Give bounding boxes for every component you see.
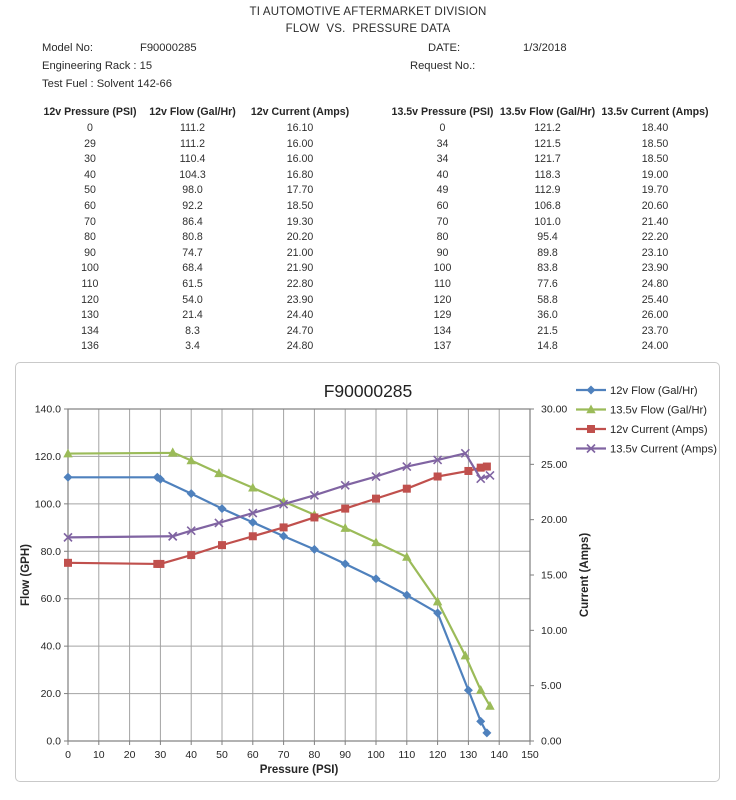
table-cell: 18.50 xyxy=(286,199,314,212)
table-cell: 95.4 xyxy=(537,231,558,244)
svg-text:120: 120 xyxy=(428,749,447,761)
table-spacer xyxy=(355,103,390,121)
legend-item xyxy=(576,385,698,397)
table-cell: 98.0 xyxy=(182,184,203,197)
svg-text:12v Flow (Gal/Hr): 12v Flow (Gal/Hr) xyxy=(610,385,698,397)
table-cell: 29 xyxy=(84,137,96,150)
date-label: DATE: xyxy=(428,42,461,54)
table-cell: 100 xyxy=(433,262,452,275)
svg-text:20.0: 20.0 xyxy=(40,688,61,701)
series-12v-flow-gal-hr- xyxy=(64,473,492,738)
table-cell: 3.4 xyxy=(185,340,200,353)
table-cell: 134 xyxy=(81,324,99,337)
svg-text:Current (Amps): Current (Amps) xyxy=(579,532,591,618)
table-cell: 60 xyxy=(436,199,449,212)
table-cell: 77.6 xyxy=(537,277,558,290)
table-cell: 34 xyxy=(436,153,449,166)
table-cell: 74.7 xyxy=(182,246,203,259)
table-cell: 0 xyxy=(87,122,93,134)
table-cell: 134 xyxy=(433,324,452,337)
svg-text:25.00: 25.00 xyxy=(541,458,568,471)
table-cell: 101.0 xyxy=(534,215,561,228)
table-cell: 20.60 xyxy=(641,199,669,212)
svg-text:15.00: 15.00 xyxy=(541,569,568,582)
table-cell: 22.80 xyxy=(286,277,314,290)
table-cell: 19.30 xyxy=(286,215,314,228)
svg-text:40.0: 40.0 xyxy=(40,640,61,653)
table-header-cell: 12v Flow (Gal/Hr) xyxy=(149,106,236,118)
table-cell: 0 xyxy=(439,122,446,134)
table-cell: 110 xyxy=(434,277,451,290)
table-cell: 36.0 xyxy=(537,309,558,322)
svg-text:20.00: 20.00 xyxy=(541,514,568,527)
svg-text:90: 90 xyxy=(339,749,352,761)
table-spacer xyxy=(355,230,390,246)
table-header-cell: 13.5v Pressure (PSI) xyxy=(391,106,494,118)
svg-text:0.0: 0.0 xyxy=(46,735,61,748)
table-cell: 16.80 xyxy=(286,168,314,181)
table-header-cell: 12v Pressure (PSI) xyxy=(43,106,137,118)
table-cell: 22.20 xyxy=(641,231,669,244)
table-cell: 21.90 xyxy=(286,262,314,275)
svg-text:70: 70 xyxy=(277,749,290,761)
legend-item xyxy=(576,424,708,436)
table-cell: 24.80 xyxy=(286,340,314,353)
table-cell: 34 xyxy=(436,137,449,150)
svg-text:100.0: 100.0 xyxy=(34,498,61,511)
table-cell: 17.70 xyxy=(286,184,314,197)
table-cell: 21.00 xyxy=(286,246,314,259)
series-13.5v-flow-gal-hr- xyxy=(63,447,494,709)
table-cell: 14.8 xyxy=(537,340,558,353)
svg-text:F90000285: F90000285 xyxy=(323,381,413,401)
table-cell: 80 xyxy=(436,231,449,244)
date-value: 1/3/2018 xyxy=(523,42,567,54)
engineering-rack-line: Engineering Rack : 15 xyxy=(42,60,153,72)
table-cell: 120 xyxy=(433,293,452,306)
gridlines xyxy=(68,409,530,741)
table-spacer xyxy=(355,183,390,199)
svg-text:0.00: 0.00 xyxy=(541,735,562,748)
svg-text:40: 40 xyxy=(185,749,198,761)
table-cell: 23.90 xyxy=(641,262,669,275)
table-cell: 121.5 xyxy=(534,137,561,150)
table-cell: 20.20 xyxy=(286,231,314,244)
table-spacer xyxy=(355,152,390,168)
svg-text:12v Current (Amps): 12v Current (Amps) xyxy=(610,424,708,436)
table-cell: 21.5 xyxy=(537,324,558,337)
svg-text:110: 110 xyxy=(398,749,416,761)
svg-text:100: 100 xyxy=(367,749,385,761)
table-cell: 40 xyxy=(436,168,449,181)
table-cell: 90 xyxy=(436,246,449,259)
table-cell: 54.0 xyxy=(182,293,203,306)
table-cell: 50 xyxy=(84,184,96,197)
table-spacer xyxy=(355,246,390,262)
legend-item xyxy=(576,405,707,417)
legend-item xyxy=(576,444,717,456)
table-cell: 49 xyxy=(436,184,449,197)
svg-text:80.0: 80.0 xyxy=(40,545,61,558)
table-spacer xyxy=(355,215,390,231)
table-cell: 61.5 xyxy=(182,277,203,290)
table-spacer xyxy=(355,324,390,340)
table-spacer xyxy=(355,261,390,277)
table-cell: 111.2 xyxy=(180,122,205,134)
table-cell: 106.8 xyxy=(534,199,561,212)
table-spacer xyxy=(355,339,390,355)
table-cell: 24.40 xyxy=(286,309,314,322)
table-cell: 130 xyxy=(81,309,99,322)
table-cell: 112.9 xyxy=(534,184,561,197)
svg-text:10: 10 xyxy=(92,749,105,761)
svg-text:50: 50 xyxy=(216,749,228,761)
svg-text:13.5v Flow (Gal/Hr): 13.5v Flow (Gal/Hr) xyxy=(610,404,707,417)
table-cell: 21.40 xyxy=(641,215,669,228)
table-spacer xyxy=(355,168,390,184)
table-spacer xyxy=(355,121,390,137)
request-no-label: Request No.: xyxy=(410,60,476,72)
table-cell: 23.90 xyxy=(286,293,314,306)
table-header-cell: 13.5v Current (Amps) xyxy=(601,106,709,118)
table-cell: 136 xyxy=(81,340,99,353)
table-cell: 118.3 xyxy=(534,168,561,181)
table-cell: 89.8 xyxy=(537,246,558,259)
report-subtitle: FLOW VS. PRESSURE DATA xyxy=(285,23,451,35)
table-cell: 137 xyxy=(433,340,452,353)
svg-text:5.00: 5.00 xyxy=(541,680,562,693)
table-cell: 129 xyxy=(433,309,452,322)
table-cell: 19.70 xyxy=(641,184,669,197)
table-cell: 18.40 xyxy=(641,122,669,134)
svg-text:80: 80 xyxy=(308,749,321,761)
table-spacer xyxy=(355,277,390,293)
table-cell: 25.40 xyxy=(641,293,669,306)
table-spacer xyxy=(355,137,390,153)
table-cell: 24.00 xyxy=(641,340,669,353)
svg-text:0: 0 xyxy=(65,749,71,761)
table-header-cell: 13.5v Flow (Gal/Hr) xyxy=(499,106,596,118)
table-cell: 111.2 xyxy=(180,137,205,150)
table-cell: 121.2 xyxy=(534,122,561,134)
svg-text:30.00: 30.00 xyxy=(541,403,568,416)
table-cell: 60 xyxy=(84,199,96,212)
table-cell: 40 xyxy=(84,168,96,181)
table-cell: 18.50 xyxy=(641,137,669,150)
table-spacer xyxy=(355,293,390,309)
table-cell: 120 xyxy=(81,293,99,306)
svg-text:13.5v Current (Amps): 13.5v Current (Amps) xyxy=(610,443,717,456)
chart-legend xyxy=(576,385,717,456)
table-cell: 26.00 xyxy=(641,309,669,322)
table-cell: 16.00 xyxy=(286,153,314,166)
table-cell: 86.4 xyxy=(182,215,203,228)
svg-text:Flow (GPH): Flow (GPH) xyxy=(20,544,32,606)
svg-text:60.0: 60.0 xyxy=(40,593,61,606)
table-cell: 100 xyxy=(81,262,99,275)
table-cell: 70 xyxy=(84,215,96,228)
model-no-value: F90000285 xyxy=(140,42,197,54)
table-cell: 80.8 xyxy=(182,231,203,244)
table-cell: 80 xyxy=(84,231,96,244)
table-cell: 23.70 xyxy=(641,324,669,337)
table-cell: 24.80 xyxy=(641,277,669,290)
chart-frame xyxy=(15,362,720,782)
table-cell: 92.2 xyxy=(182,199,203,212)
svg-text:30: 30 xyxy=(154,749,167,761)
flow-pressure-chart xyxy=(16,363,719,781)
svg-text:Pressure (PSI): Pressure (PSI) xyxy=(259,764,339,776)
table-cell: 121.7 xyxy=(534,153,561,166)
svg-text:120.0: 120.0 xyxy=(34,450,61,463)
table-cell: 16.00 xyxy=(286,137,314,150)
table-cell: 104.3 xyxy=(179,168,206,181)
table-cell: 90 xyxy=(84,246,96,259)
table-cell: 21.4 xyxy=(182,309,203,322)
test-fuel-line: Test Fuel : Solvent 142-66 xyxy=(42,78,172,90)
table-cell: 30 xyxy=(84,153,96,166)
table-cell: 18.50 xyxy=(641,153,669,166)
table-cell: 16.10 xyxy=(286,122,314,134)
table-cell: 24.70 xyxy=(286,324,314,337)
svg-text:20: 20 xyxy=(123,749,136,761)
svg-text:140.0: 140.0 xyxy=(34,403,61,416)
svg-text:140: 140 xyxy=(490,749,508,761)
table-header-cell: 12v Current (Amps) xyxy=(250,106,350,118)
svg-text:130: 130 xyxy=(459,749,478,761)
report-company-title: TI AUTOMOTIVE AFTERMARKET DIVISION xyxy=(249,6,487,18)
table-cell: 19.00 xyxy=(641,168,669,181)
table-spacer xyxy=(355,199,390,215)
table-cell: 23.10 xyxy=(641,246,669,259)
table-cell: 83.8 xyxy=(537,262,558,275)
table-cell: 110 xyxy=(81,277,99,290)
series-13.5v-current-amps- xyxy=(64,449,494,541)
table-cell: 58.8 xyxy=(537,293,558,306)
table-cell: 8.3 xyxy=(185,324,200,337)
table-cell: 110.4 xyxy=(179,153,206,166)
svg-text:60: 60 xyxy=(246,749,259,761)
table-cell: 68.4 xyxy=(182,262,203,275)
table-spacer xyxy=(355,308,390,324)
flow-pressure-table xyxy=(40,103,710,355)
svg-text:150: 150 xyxy=(521,749,539,761)
svg-text:10.00: 10.00 xyxy=(541,624,568,637)
table-cell: 70 xyxy=(436,215,449,228)
model-no-label: Model No: xyxy=(42,42,93,54)
